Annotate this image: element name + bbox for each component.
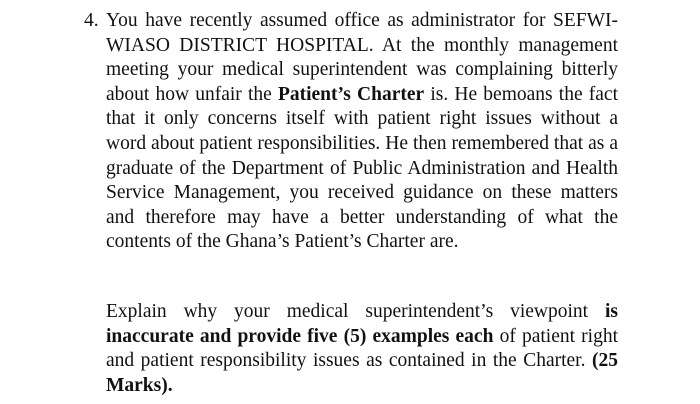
marks-label: (25 Marks). (106, 350, 618, 396)
scenario-text-part-1: You have recently assumed office as administrator for SEFWI-WIASO DISTRICT HOSPITAL. At the monthly management meeting your medical superintendent was complaining bitterly about how unfair the (106, 10, 618, 105)
scenario-text-part-2: is. He bemoans the fact that it only concerns itself with patient right issues without a word about patient responsibilities. He then remembered that as a graduate of the Department of Public Administration and Health Service Management, you received guidance on these matters and therefore may have a better understanding of what the contents of the Ghana’s Patient’s Charter are. (106, 83, 618, 253)
patients-charter-emphasis: Patient’s Charter (277, 83, 425, 105)
question-scenario-paragraph (106, 9, 618, 255)
question-number: 4. (84, 10, 99, 31)
task-emphasis: is inaccurate and provide five (5) examples each (106, 301, 618, 347)
question-task-paragraph (106, 300, 618, 398)
task-text-part-2: of patient right and patient responsibility issues as contained in the Charter. (106, 325, 618, 372)
task-text-part-1: Explain why your medical superintendent’s viewpoint (106, 301, 605, 322)
